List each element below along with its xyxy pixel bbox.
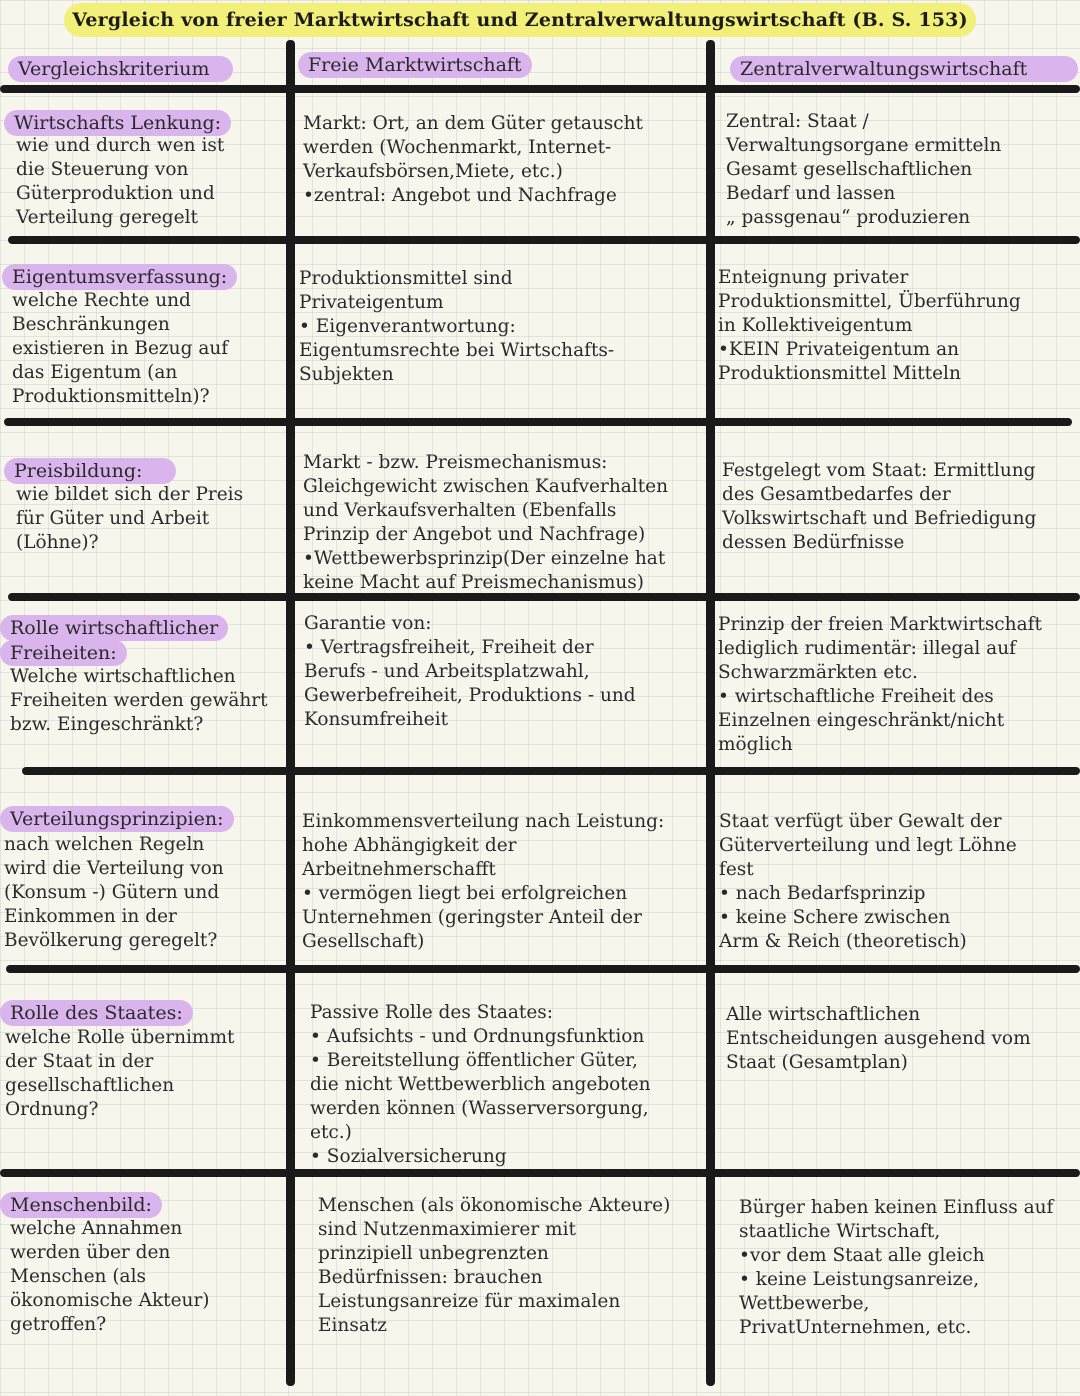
criterion-label: Freiheiten: xyxy=(0,640,127,666)
header-market: Freie Marktwirtschaft xyxy=(298,52,532,78)
market-cell: Markt - bzw. Preismechanismus: Gleichgewicht zwischen Kaufverhalten und Verkaufsverhalten (Ebenfalls Prinzip der Angebot und Nachfrage) •Wettbewerbsprinzip(Der einzelne hat keine Macht auf Preismechanismus) xyxy=(303,452,668,593)
market-cell: Produktionsmittel sind Privateigentum • Eigenverantwortung: Eigentumsrechte bei Wirtschafts- Subjekten xyxy=(299,268,615,385)
criterion-label: Eigentumsverfassung: xyxy=(2,264,237,290)
divider xyxy=(0,85,1080,93)
divider xyxy=(22,767,1080,775)
central-cell: Staat verfügt über Gewalt der Güterverteilung und legt Löhne fest • nach Bedarfsprinzip • keine Schere zwischen Arm & Reich (theoretisch) xyxy=(719,811,1017,952)
header-central: Zentralverwaltungswirtschaft xyxy=(730,56,1078,82)
criterion-label: Rolle wirtschaftlicher xyxy=(0,615,228,641)
divider xyxy=(8,236,1080,244)
criterion-label: Rolle des Staates: xyxy=(0,1000,193,1026)
central-cell: Zentral: Staat / Verwaltungsorgane ermitteln Gesamt gesellschaftlichen Bedarf und lassen „ passgenau“ produzieren xyxy=(726,111,1002,228)
criterion-question: Welche wirtschaftlichen Freiheiten werden gewährt bzw. Eingeschränkt? xyxy=(10,666,268,735)
column-divider xyxy=(706,40,715,1386)
criterion-question: welche Annahmen werden über den Menschen (als ökonomische Akteur) getroffen? xyxy=(10,1218,210,1335)
central-cell: Prinzip der freien Marktwirtschaft lediglich rudimentär: illegal auf Schwarzmärkten etc. • wirtschaftliche Freiheit des Einzelnen eingeschränkt/nicht möglich xyxy=(718,614,1042,755)
criterion-question: wie bildet sich der Preis für Güter und Arbeit (Löhne)? xyxy=(16,484,244,553)
divider xyxy=(4,418,1072,426)
page-title: Vergleich von freier Marktwirtschaft und Zentralverwaltungswirtschaft (B. S. 153) xyxy=(64,3,976,37)
market-cell: Menschen (als ökonomische Akteure) sind Nutzenmaximierer mit prinzipiell unbegrenzten Bedürfnissen: brauchen Leistungsanreize für maximalen Einsatz xyxy=(318,1195,671,1336)
header-criterion: Vergleichskriterium xyxy=(8,56,233,82)
central-cell: Bürger haben keinen Einfluss auf staatliche Wirtschaft, •vor dem Staat alle gleich • keine Leistungsanreize, Wettbewerbe, PrivatUnternehmen, etc. xyxy=(739,1197,1054,1338)
criterion-label: Verteilungsprinzipien: xyxy=(0,806,234,832)
market-cell: Passive Rolle des Staates: • Aufsichts - und Ordnungsfunktion • Bereitstellung öffentlicher Güter, die nicht Wettbewerblich angeboten werden können (Wasserversorgung, etc.) • Sozialversicherung xyxy=(310,1002,651,1167)
market-cell: Garantie von: • Vertragsfreiheit, Freiheit der Berufs - und Arbeitsplatzwahl, Gewerbefreiheit, Produktions - und Konsumfreiheit xyxy=(304,613,636,730)
criterion-question: welche Rolle übernimmt der Staat in der gesellschaftlichen Ordnung? xyxy=(5,1027,235,1120)
central-cell: Alle wirtschaftlichen Entscheidungen ausgehend vom Staat (Gesamtplan) xyxy=(726,1004,1031,1073)
criterion-label: Wirtschafts Lenkung: xyxy=(4,110,231,136)
divider xyxy=(6,965,1080,973)
divider xyxy=(0,1169,1080,1177)
criterion-question: welche Rechte und Beschränkungen existieren in Bezug auf das Eigentum (an Produktionsmitteln)? xyxy=(12,290,229,407)
market-cell: Einkommensverteilung nach Leistung: hohe Abhängigkeit der Arbeitnehmerschafft • vermögen liegt bei erfolgreichen Unternehmen (geringster Anteil der Gesellschaft) xyxy=(302,811,665,952)
criterion-question: wie und durch wen ist die Steuerung von Güterproduktion und Verteilung geregelt xyxy=(16,135,225,228)
market-cell: Markt: Ort, an dem Güter getauscht werden (Wochenmarkt, Internet- Verkaufsbörsen,Miete, etc.) •zentral: Angebot und Nachfrage xyxy=(303,113,643,206)
central-cell: Enteignung privater Produktionsmittel, Überführung in Kollektiveigentum •KEIN Privateigentum an Produktionsmittel Mitteln xyxy=(718,267,1021,384)
central-cell: Festgelegt vom Staat: Ermittlung des Gesamtbedarfes der Volkswirtschaft und Befriedigung dessen Bedürfnisse xyxy=(722,460,1037,553)
criterion-question: nach welchen Regeln wird die Verteilung von (Konsum -) Gütern und Einkommen in der Bevölkerung geregelt? xyxy=(4,834,224,951)
criterion-label: Menschenbild: xyxy=(0,1192,162,1218)
criterion-label: Preisbildung: xyxy=(4,458,176,484)
column-divider xyxy=(286,40,295,1386)
